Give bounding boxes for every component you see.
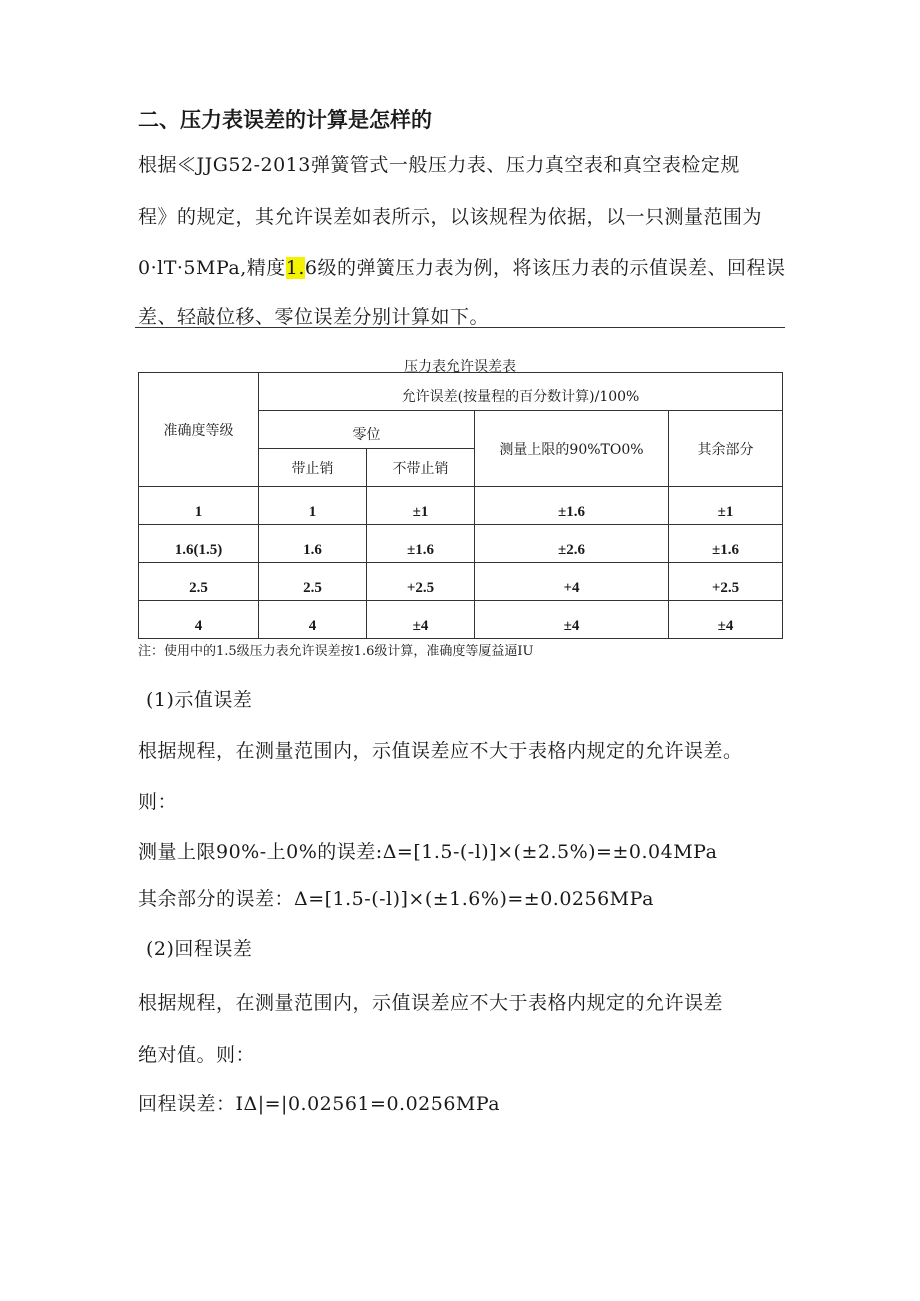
table-row [139,525,783,563]
header-grade: 准确度等级 [139,373,259,487]
section2-title: (2)回程误差 [146,938,253,960]
header-rest: 其余部分 [669,411,783,487]
intro-line-3 [138,253,786,280]
cell-with-pin: 1.6 [259,525,367,563]
table-row [139,601,783,639]
table-note: 注：使用中的1.5级压力表允许误差按1.6级计算，准确度等厦益逼IU [138,644,534,659]
header-zero: 零位 [259,411,475,449]
header-with-pin: 带止销 [259,449,367,487]
intro-line-1: 根据≪JJG52-2013弹簧管式一般压力表、压力真空表和真空表检定规 [138,154,740,176]
intro-line-3-start: 0·lT·5MPa,精度 [138,257,286,279]
cell-with-pin: 2.5 [259,563,367,601]
section1-paragraph-1: 根据规程，在测量范围内，示值误差应不大于表格内规定的允许误差。 [138,740,743,762]
cell-rest: +2.5 [669,563,783,601]
cell-grade: 1 [139,487,259,525]
intro-line-3-end: 6级的弹簧压力表为例，将该压力表的示值误差、回程误 [304,257,786,279]
cell-without-pin: ±4 [367,601,475,639]
cell-grade: 4 [139,601,259,639]
section2-paragraph-2: 绝对值。则： [138,1044,256,1066]
cell-upper: ±4 [475,601,669,639]
horizontal-divider [135,327,785,328]
cell-rest: ±1.6 [669,525,783,563]
cell-without-pin: +2.5 [367,563,475,601]
table-row [139,563,783,601]
table-caption: 压力表允许误差表 [404,359,516,375]
section2-paragraph-1: 根据规程，在测量范围内，示值误差应不大于表格内规定的允许误差 [138,992,724,1014]
highlighted-text: 1. [285,257,305,279]
cell-without-pin: ±1 [367,487,475,525]
allowed-error-table [138,372,783,639]
header-upper-limit: 测量上限的90%TO0% [475,411,669,487]
section-heading: 二、压力表误差的计算是怎样的 [138,108,432,132]
header-allowed-error: 允许误差(按量程的百分数计算)/100% [259,373,783,411]
section1-paragraph-2: 则： [138,791,178,813]
cell-grade: 1.6(1.5) [139,525,259,563]
cell-grade: 2.5 [139,563,259,601]
cell-rest: ±4 [669,601,783,639]
section1-formula-1: 测量上限90%-上0%的误差:Δ=[1.5-(-l)]×(±2.5%)=±0.04MPa [138,841,718,863]
header-without-pin: 不带止销 [367,449,475,487]
cell-with-pin: 4 [259,601,367,639]
cell-without-pin: ±1.6 [367,525,475,563]
cell-with-pin: 1 [259,487,367,525]
intro-line-4: 差、轻敲位移、零位误差分别计算如下。 [138,306,490,328]
section1-formula-2: 其余部分的误差：Δ=[1.5-(-l)]×(±1.6%)=±0.0256MPa [138,888,654,910]
table-row [139,487,783,525]
cell-upper: ±2.6 [475,525,669,563]
intro-line-2: 程》的规定，其允许误差如表所示，以该规程为依据，以一只测量范围为 [138,206,763,228]
cell-upper: ±1.6 [475,487,669,525]
cell-rest: ±1 [669,487,783,525]
section2-formula: 回程误差：IΔ|=|0.02561=0.0256MPa [138,1093,501,1115]
cell-upper: +4 [475,563,669,601]
section1-title: (1)示值误差 [146,689,253,711]
